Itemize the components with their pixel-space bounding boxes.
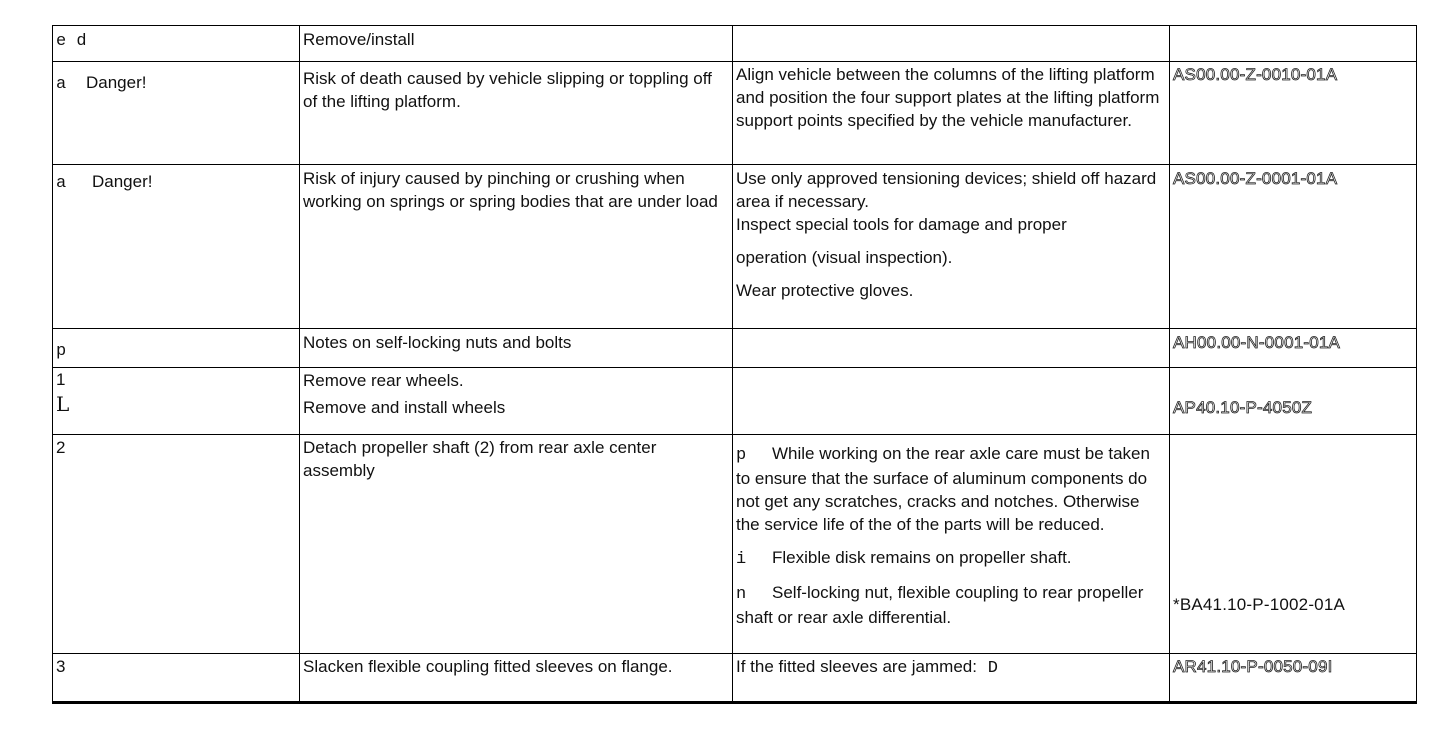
row-reference xyxy=(1170,165,1417,329)
document-link[interactable]: *BA41.10-P-1002-01A xyxy=(1173,595,1346,614)
document-link[interactable]: AH00.00-N-0001-01A xyxy=(1173,333,1341,352)
document-link[interactable]: AR41.10-P-0050-09I xyxy=(1173,657,1333,676)
row-symbol: e d xyxy=(53,26,300,62)
row-note: Align vehicle between the columns of the lifting platform and position the four support plates at the lifting platform support points specified by the vehicle manufacturer. xyxy=(733,62,1170,165)
row-symbol: 3 xyxy=(53,654,300,703)
row-step: Detach propeller shaft (2) from rear axle center assembly xyxy=(300,435,733,654)
row-reference xyxy=(1170,26,1417,62)
row-symbol xyxy=(53,329,300,368)
table-row xyxy=(53,368,1417,435)
table-row xyxy=(53,654,1417,703)
row-symbol: a Danger! xyxy=(53,62,300,165)
row-note: Use only approved tensioning devices; shield off hazard area if necessary. Inspect special tools for damage and proper operation (visual inspection). Wear protective gloves. xyxy=(733,165,1170,329)
link-icon[interactable]: D xyxy=(987,659,998,678)
row-reference xyxy=(1170,62,1417,165)
row-reference xyxy=(1170,654,1417,703)
table-row xyxy=(53,26,1417,62)
row-step: Risk of injury caused by pinching or crushing when working on springs or spring bodies that are under load xyxy=(300,165,733,329)
nut-icon: n xyxy=(736,585,747,604)
table-row xyxy=(53,329,1417,368)
link-icon: L xyxy=(56,392,70,416)
row-reference xyxy=(1170,329,1417,368)
procedure-table xyxy=(52,25,1417,704)
row-note: If the fitted sleeves are jammed: D xyxy=(733,654,1170,703)
table-row xyxy=(53,165,1417,329)
row-symbol: a Danger! xyxy=(53,165,300,329)
table-row xyxy=(53,435,1417,654)
row-note xyxy=(733,368,1170,435)
note-icon: p xyxy=(56,342,67,361)
row-symbol: 2 xyxy=(53,435,300,654)
row-note: p While working on the rear axle care must be taken to ensure that the surface of aluminum components do not get any scratches, cracks and notches. Otherwise the service life of the of the parts will be reduced. i Flexible disk remains on propeller shaft. n Self-locking nut, flexible coupling to rear propeller shaft or rear axle differential. xyxy=(733,435,1170,654)
row-step: Slacken flexible coupling fitted sleeves on flange. xyxy=(300,654,733,703)
row-note xyxy=(733,329,1170,368)
row-note xyxy=(733,26,1170,62)
document-link[interactable]: AS00.00-Z-0001-01A xyxy=(1173,169,1338,188)
document-link[interactable]: AS00.00-Z-0010-01A xyxy=(1173,65,1338,84)
row-reference xyxy=(1170,368,1417,435)
info-icon: i xyxy=(736,550,747,569)
danger-icon: a xyxy=(56,174,67,193)
row-symbol: 1 L xyxy=(53,368,300,435)
note-icon: p xyxy=(736,446,747,465)
row-step: Remove/install xyxy=(300,26,733,62)
row-step: Remove rear wheels. Remove and install wheels xyxy=(300,368,733,435)
danger-icon: a xyxy=(56,75,67,94)
table-row xyxy=(53,62,1417,165)
row-step: Risk of death caused by vehicle slipping or toppling off of the lifting platform. xyxy=(300,62,733,165)
document-link[interactable]: AP40.10-P-4050Z xyxy=(1173,398,1313,417)
row-step: Notes on self-locking nuts and bolts xyxy=(300,329,733,368)
row-reference xyxy=(1170,435,1417,654)
